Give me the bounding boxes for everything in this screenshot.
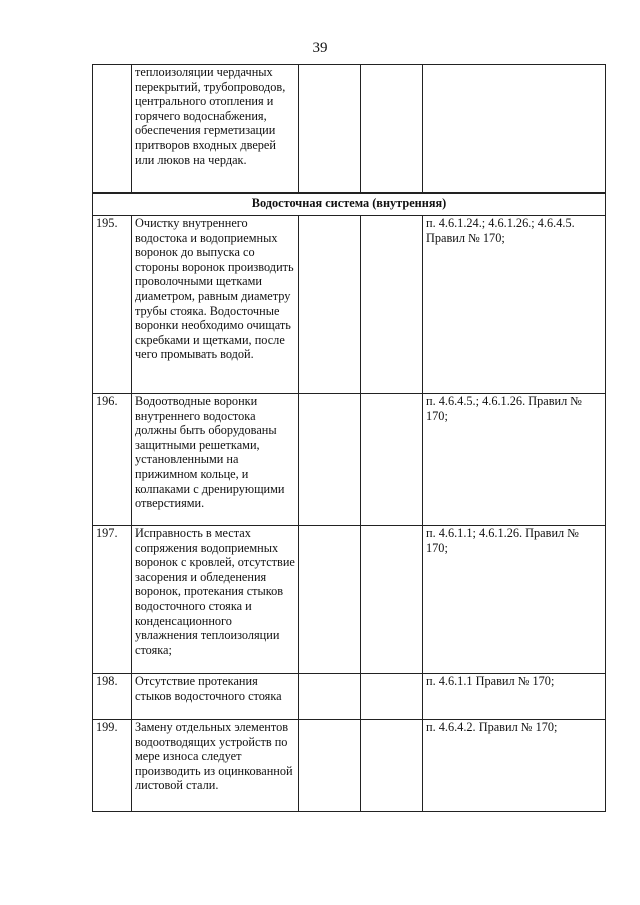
row-number: 196. <box>93 394 132 526</box>
empty-cell <box>361 674 423 720</box>
row-reference-cell <box>423 674 606 720</box>
row-reference: п. 4.6.4.5.; 4.6.1.26. Правил № 170; <box>426 394 583 423</box>
table-row <box>93 394 606 526</box>
page-number: 39 <box>312 40 328 56</box>
row-text: Исправность в местах сопряжения водоприемных воронок с кровлей, отсутствие засорения и обледенения воронок, протекания стыков водосточного стояка и конденсационного увлажнения теплоизоляции стояка; <box>135 526 295 657</box>
row-reference: п. 4.6.4.2. Правил № 170; <box>426 720 558 735</box>
table-row-continuation <box>93 65 606 193</box>
row-text: Очистку внутреннего водостока и водоприемных воронок до выпуска со стороны воронок производить проволочными щетками диаметром, равным диаметру трубы стояка. Водосточные воронки необходимо очищать скребками и щетками, после чего промывать водой. <box>135 216 294 362</box>
empty-cell <box>361 720 423 812</box>
table-row <box>93 674 606 720</box>
row-text: Водоотводные воронки внутреннего водостока должны быть оборудованы защитными решетками, установленными на прижимном кольце, и колпаками с дренирующими отверстиями. <box>135 394 285 511</box>
empty-cell <box>299 526 361 674</box>
row-reference-cell <box>423 720 606 812</box>
row-text-cell <box>132 394 299 526</box>
empty-cell <box>299 216 361 394</box>
continuation-text: теплоизоляции чердачных перекрытий, трубопроводов, центрального отопления и горячего водоснабжения, обеспечения герметизации притворов входных дверей или люков на чердак. <box>135 65 286 167</box>
row-number-cell <box>93 65 132 193</box>
row-text-cell <box>132 720 299 812</box>
empty-cell <box>299 65 361 193</box>
row-reference-cell <box>423 65 606 193</box>
row-reference-cell <box>423 216 606 394</box>
row-number: 199. <box>93 720 132 812</box>
requirements-table <box>92 64 606 812</box>
table-row <box>93 216 606 394</box>
row-reference: п. 4.6.1.1 Правил № 170; <box>426 674 555 689</box>
empty-cell <box>361 394 423 526</box>
section-title: Водосточная система (внутренняя) <box>93 193 606 216</box>
row-number: 197. <box>93 526 132 674</box>
row-reference-cell <box>423 526 606 674</box>
empty-cell <box>361 526 423 674</box>
empty-cell <box>299 394 361 526</box>
empty-cell <box>361 216 423 394</box>
row-text-cell <box>132 526 299 674</box>
row-text-cell <box>132 674 299 720</box>
empty-cell <box>361 65 423 193</box>
row-number: 198. <box>93 674 132 720</box>
table-row <box>93 526 606 674</box>
row-text: Замену отдельных элементов водоотводящих устройств по мере износа следует производить из оцинкованной листовой стали. <box>135 720 293 793</box>
empty-cell <box>299 674 361 720</box>
row-reference-cell <box>423 394 606 526</box>
section-header-row <box>93 193 606 216</box>
row-text: Отсутствие протекания стыков водосточного стояка <box>135 674 282 703</box>
row-text-cell <box>132 65 299 193</box>
row-reference: п. 4.6.1.1; 4.6.1.26. Правил № 170; <box>426 526 579 555</box>
row-reference: п. 4.6.1.24.; 4.6.1.26.; 4.6.4.5. Правил № 170; <box>426 216 575 245</box>
row-number: 195. <box>93 216 132 394</box>
empty-cell <box>299 720 361 812</box>
table-row <box>93 720 606 812</box>
row-text-cell <box>132 216 299 394</box>
